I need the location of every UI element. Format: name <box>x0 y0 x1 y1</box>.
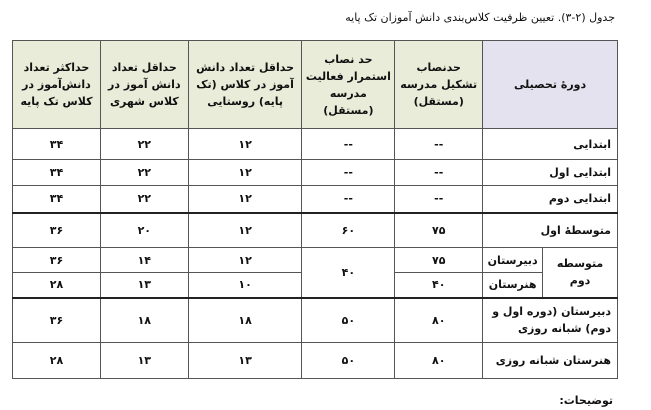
table-row <box>13 248 618 273</box>
cell-establish: -- <box>395 129 483 160</box>
cell-urban: ۲۲ <box>100 186 188 213</box>
cell-establish: ۷۵ <box>395 248 483 273</box>
cell-sublevel: دبیرستان <box>483 248 543 273</box>
header-min-urban: حداقل تعداد دانش آموز در کلاس شهری <box>100 41 188 129</box>
cell-sublevel: هنرستان <box>483 273 543 298</box>
cell-level: دبیرستان (دوره اول و دوم) شبانه روزی <box>483 298 618 343</box>
table-row <box>13 298 618 343</box>
cell-max: ۳۶ <box>13 248 101 273</box>
cell-level: ابتدایی دوم <box>483 186 618 213</box>
cell-max: ۳۴ <box>13 129 101 160</box>
cell-max: ۲۸ <box>13 343 101 379</box>
cell-continue: ۵۰ <box>302 343 395 379</box>
table-header-row <box>13 41 618 129</box>
cell-continue: ۶۰ <box>302 213 395 248</box>
cell-continue: -- <box>302 129 395 160</box>
table-row <box>13 160 618 186</box>
cell-rural: ۱۲ <box>188 213 302 248</box>
cell-rural: ۱۸ <box>188 298 302 343</box>
cell-max: ۳۶ <box>13 298 101 343</box>
cell-rural: ۱۲ <box>188 129 302 160</box>
cell-rural: ۱۲ <box>188 186 302 213</box>
cell-max: ۳۶ <box>13 213 101 248</box>
table-row <box>13 213 618 248</box>
cell-continue: -- <box>302 160 395 186</box>
cell-establish: ۷۵ <box>395 213 483 248</box>
table-row <box>13 129 618 160</box>
cell-continue: -- <box>302 186 395 213</box>
cell-max: ۲۸ <box>13 273 101 298</box>
cell-establish: ۸۰ <box>395 298 483 343</box>
header-min-rural: حداقل تعداد دانش آموز در کلاس (تک پایه) روستایی <box>188 41 302 129</box>
header-max-single: حداکثر تعداد دانش‌آموز در کلاس تک پایه <box>13 41 101 129</box>
cell-level: متوسطه دوم <box>543 248 618 298</box>
cell-urban: ۱۴ <box>100 248 188 273</box>
cell-establish: ۴۰ <box>395 273 483 298</box>
cell-continue: ۴۰ <box>302 248 395 298</box>
cell-level: ابتدایی <box>483 129 618 160</box>
cell-establish: -- <box>395 160 483 186</box>
cell-urban: ۱۸ <box>100 298 188 343</box>
cell-urban: ۱۳ <box>100 273 188 298</box>
cell-continue: ۵۰ <box>302 298 395 343</box>
table-caption: جدول (۲-۳). تعیین ظرفیت کلاس‌بندی دانش آموزان تک پایه <box>345 11 615 24</box>
cell-rural: ۱۰ <box>188 273 302 298</box>
notes-label: توضیحات: <box>559 394 613 407</box>
table-row <box>13 186 618 213</box>
cell-rural: ۱۲ <box>188 248 302 273</box>
cell-establish: ۸۰ <box>395 343 483 379</box>
cell-urban: ۲۲ <box>100 129 188 160</box>
cell-urban: ۲۲ <box>100 160 188 186</box>
cell-rural: ۱۳ <box>188 343 302 379</box>
header-min-establish: حدنصاب تشکیل مدرسه (مستقل) <box>395 41 483 129</box>
cell-level: ابتدایی اول <box>483 160 618 186</box>
header-min-continue: حد نصاب استمرار فعالیت مدرسه (مستقل) <box>302 41 395 129</box>
table-row <box>13 343 618 379</box>
cell-max: ۳۴ <box>13 186 101 213</box>
header-level: دورهٔ تحصیلی <box>483 41 618 129</box>
capacity-table <box>12 40 618 379</box>
cell-urban: ۱۳ <box>100 343 188 379</box>
cell-max: ۳۴ <box>13 160 101 186</box>
cell-establish: -- <box>395 186 483 213</box>
cell-urban: ۲۰ <box>100 213 188 248</box>
cell-rural: ۱۲ <box>188 160 302 186</box>
cell-level: متوسطهٔ اول <box>483 213 618 248</box>
cell-level: هنرستان شبانه روزی <box>483 343 618 379</box>
